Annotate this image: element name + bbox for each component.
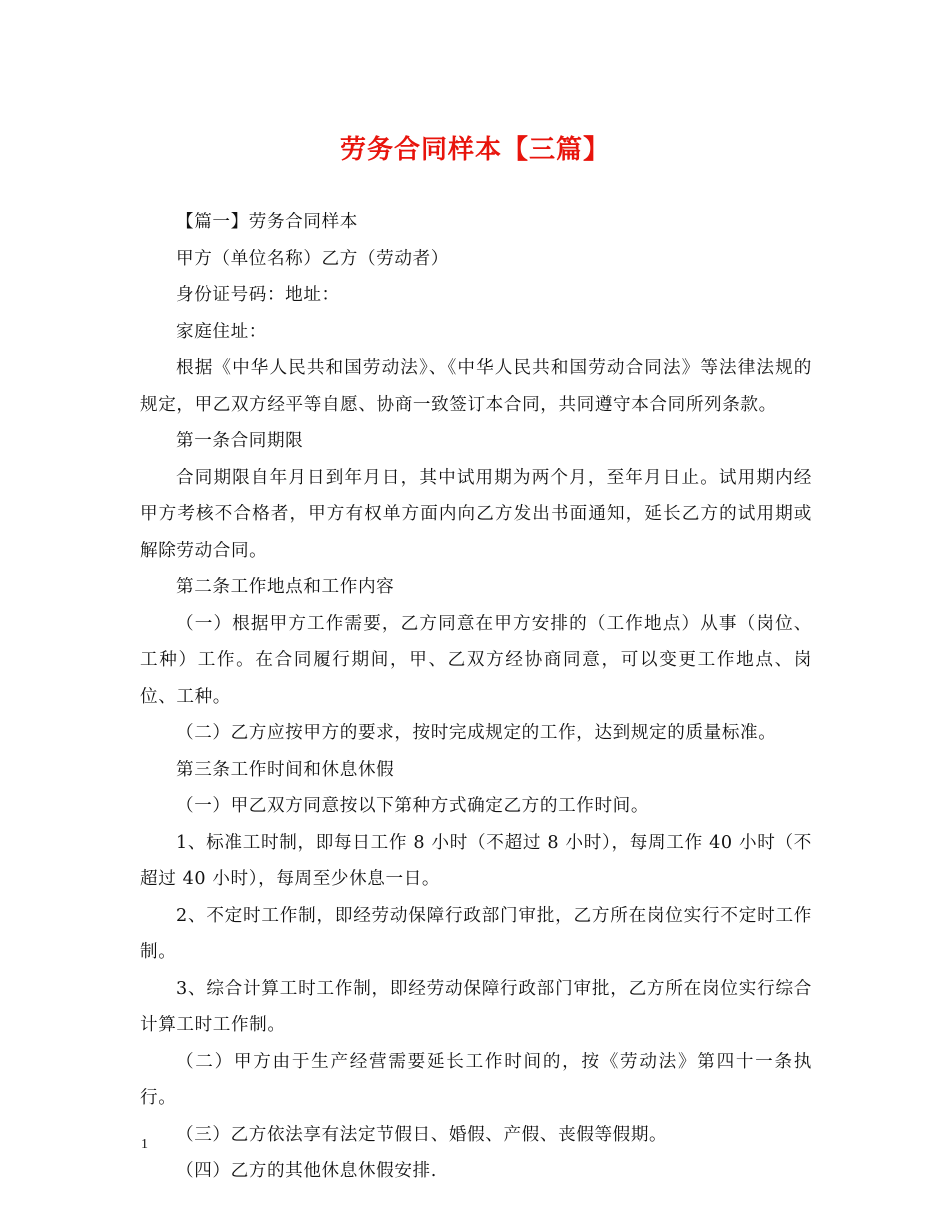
body-paragraph: （二）乙方应按甲方的要求，按时完成规定的工作，达到规定的质量标准。	[176, 723, 777, 743]
document-title: 劳务合同样本【三篇】	[339, 135, 610, 165]
body-paragraph: （一）根据甲方工作需要，乙方同意在甲方安排的（工作地点）从事（岗位、工种）工作。在合同履行期间，甲、乙双方经协商同意，可以变更工作地点、岗位、工种。	[140, 613, 812, 707]
document-body	[140, 204, 812, 1190]
article-heading: 第二条工作地点和工作内容	[176, 577, 395, 597]
list-item: 3、综合计算工时工作制，即经劳动保障行政部门审批，乙方所在岗位实行综合计算工时工作制。	[140, 978, 812, 1035]
body-paragraph: （三）乙方依法享有法定节假日、婚假、产假、丧假等假期。	[176, 1124, 668, 1145]
party-line: 甲方（单位名称）乙方（劳动者）	[176, 248, 449, 269]
body-paragraph: （二）甲方由于生产经营需要延长工作时间的，按《劳动法》第四十一条执行。	[140, 1051, 812, 1108]
article-heading: 第三条工作时间和休息休假	[176, 759, 395, 780]
body-paragraph: （一）甲乙双方同意按以下第种方式确定乙方的工作时间。	[176, 796, 650, 816]
page-number: 1	[141, 1137, 148, 1152]
body-paragraph: （四）乙方的其他休息休假安排.	[176, 1161, 437, 1181]
id-address-line: 身份证号码：地址：	[176, 285, 340, 305]
list-item: 1、标准工时制，即每日工作 8 小时（不超过 8 小时），每周工作 40 小时（不超过 40 小时），每周至少休息一日。	[140, 832, 812, 889]
article-heading: 第一条合同期限	[176, 431, 304, 451]
body-paragraph: 合同期限自年月日到年月日，其中试用期为两个月，至年月日止。试用期内经甲方考核不合格者，甲方有权单方面内向乙方发出书面通知，延长乙方的试用期或解除劳动合同。	[140, 467, 812, 561]
preamble-paragraph: 根据《中华人民共和国劳动法》、《中华人民共和国劳动合同法》等法律法规的规定，甲乙双方经平等自愿、协商一致签订本合同，共同遵守本合同所列条款。	[140, 358, 812, 415]
home-address-line: 家庭住址：	[176, 321, 267, 342]
section-heading-part-one: 【篇一】劳务合同样本	[176, 212, 358, 232]
list-item: 2、不定时工作制，即经劳动保障行政部门审批，乙方所在岗位实行不定时工作制。	[140, 905, 812, 962]
